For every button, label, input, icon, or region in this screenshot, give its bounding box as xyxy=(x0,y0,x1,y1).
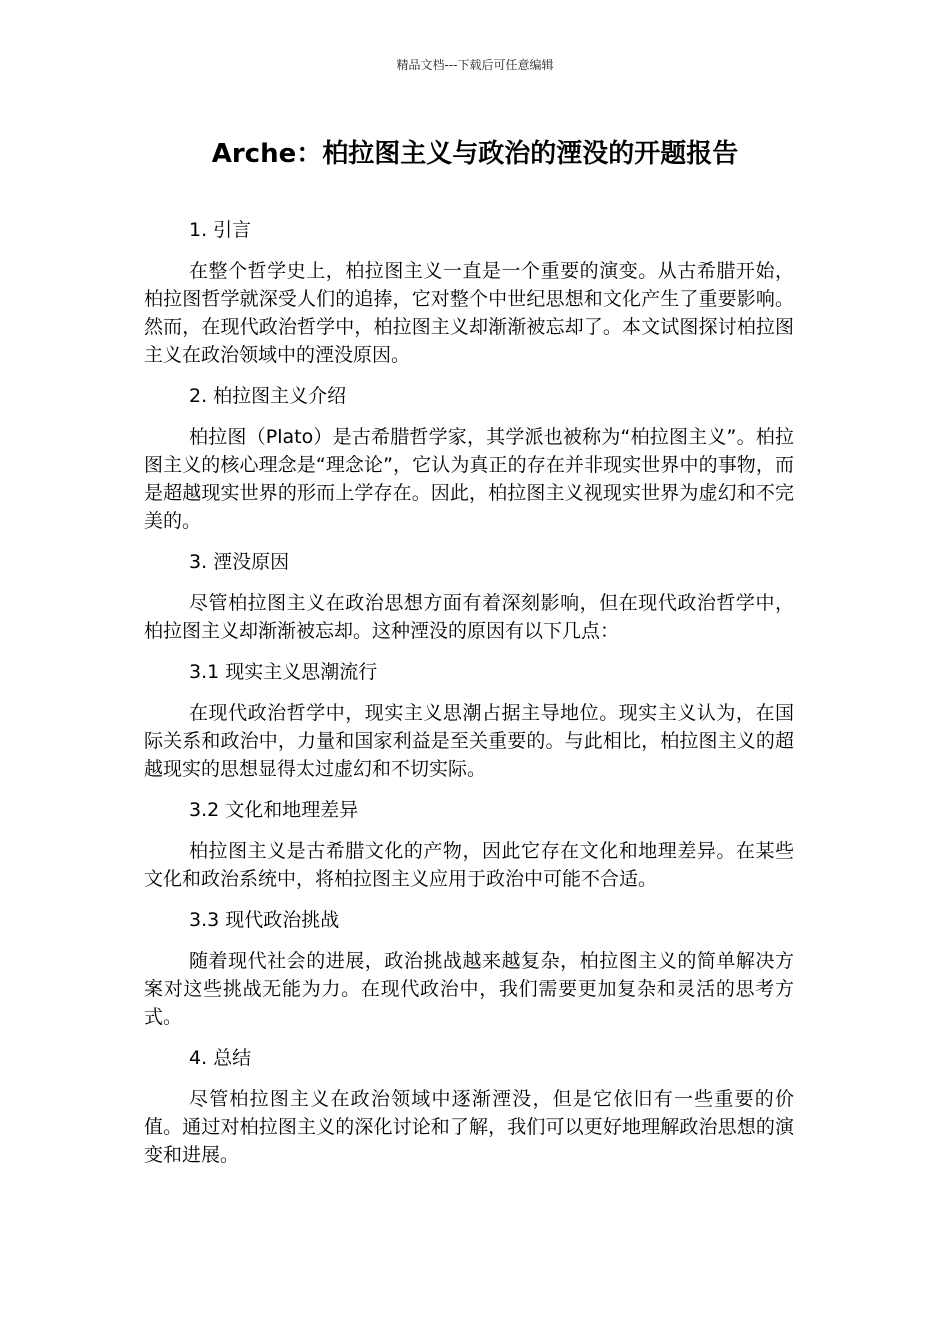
paragraph-modern-challenges: 随着现代社会的进展，政治挑战越来越复杂，柏拉图主义的简单解决方案对这些挑战无能为力。在现代政治中，我们需要更加复杂和灵活的思考方式。 xyxy=(144,950,794,1028)
section-heading-modern-challenges: 3.3 现代政治挑战 xyxy=(189,909,340,931)
section-heading-culture-geography: 3.2 文化和地理差异 xyxy=(189,799,359,821)
paragraph-reasons: 尽管柏拉图主义在政治思想方面有着深刻影响，但在现代政治哲学中，柏拉图主义却渐渐被忘却。这种湮没的原因有以下几点： xyxy=(144,592,794,642)
document-title: Arche：柏拉图主义与政治的湮没的开题报告 xyxy=(211,139,739,169)
paragraph-intro: 在整个哲学史上，柏拉图主义一直是一个重要的演变。从古希腊开始，柏拉图哲学就深受人们的追捧，它对整个中世纪思想和文化产生了重要影响。然而，在现代政治哲学中，柏拉图主义却渐渐被忘却了。本文试图探讨柏拉图主义在政治领域中的湮没原因。 xyxy=(144,260,794,366)
section-heading-summary: 4. 总结 xyxy=(189,1047,252,1069)
section-heading-realism: 3.1 现实主义思潮流行 xyxy=(189,661,378,683)
section-heading-reasons: 3. 湮没原因 xyxy=(189,551,290,573)
paragraph-platonism-intro: 柏拉图（Plato）是古希腊哲学家，其学派也被称为“柏拉图主义”。柏拉图主义的核心理念是“理念论”，它认为真正的存在并非现实世界中的事物，而是超越现实世界的形而上学存在。因此，柏拉图主义视现实世界为虚幻和不完美的。 xyxy=(144,426,794,532)
paragraph-culture-geography: 柏拉图主义是古希腊文化的产物，因此它存在文化和地理差异。在某些文化和政治系统中，将柏拉图主义应用于政治中可能不合适。 xyxy=(144,840,794,890)
paragraph-realism: 在现代政治哲学中，现实主义思潮占据主导地位。现实主义认为，在国际关系和政治中，力量和国家利益是至关重要的。与此相比，柏拉图主义的超越现实的思想显得太过虚幻和不切实际。 xyxy=(144,702,794,780)
header-note: 精品文档---下载后可任意编辑 xyxy=(396,58,554,72)
document-body xyxy=(144,216,794,1182)
section-heading-platonism-intro: 2. 柏拉图主义介绍 xyxy=(189,385,347,407)
paragraph-summary: 尽管柏拉图主义在政治领域中逐渐湮没，但是它依旧有一些重要的价值。通过对柏拉图主义的深化讨论和了解，我们可以更好地理解政治思想的演变和进展。 xyxy=(144,1088,794,1166)
section-heading-intro: 1. 引言 xyxy=(189,219,252,241)
